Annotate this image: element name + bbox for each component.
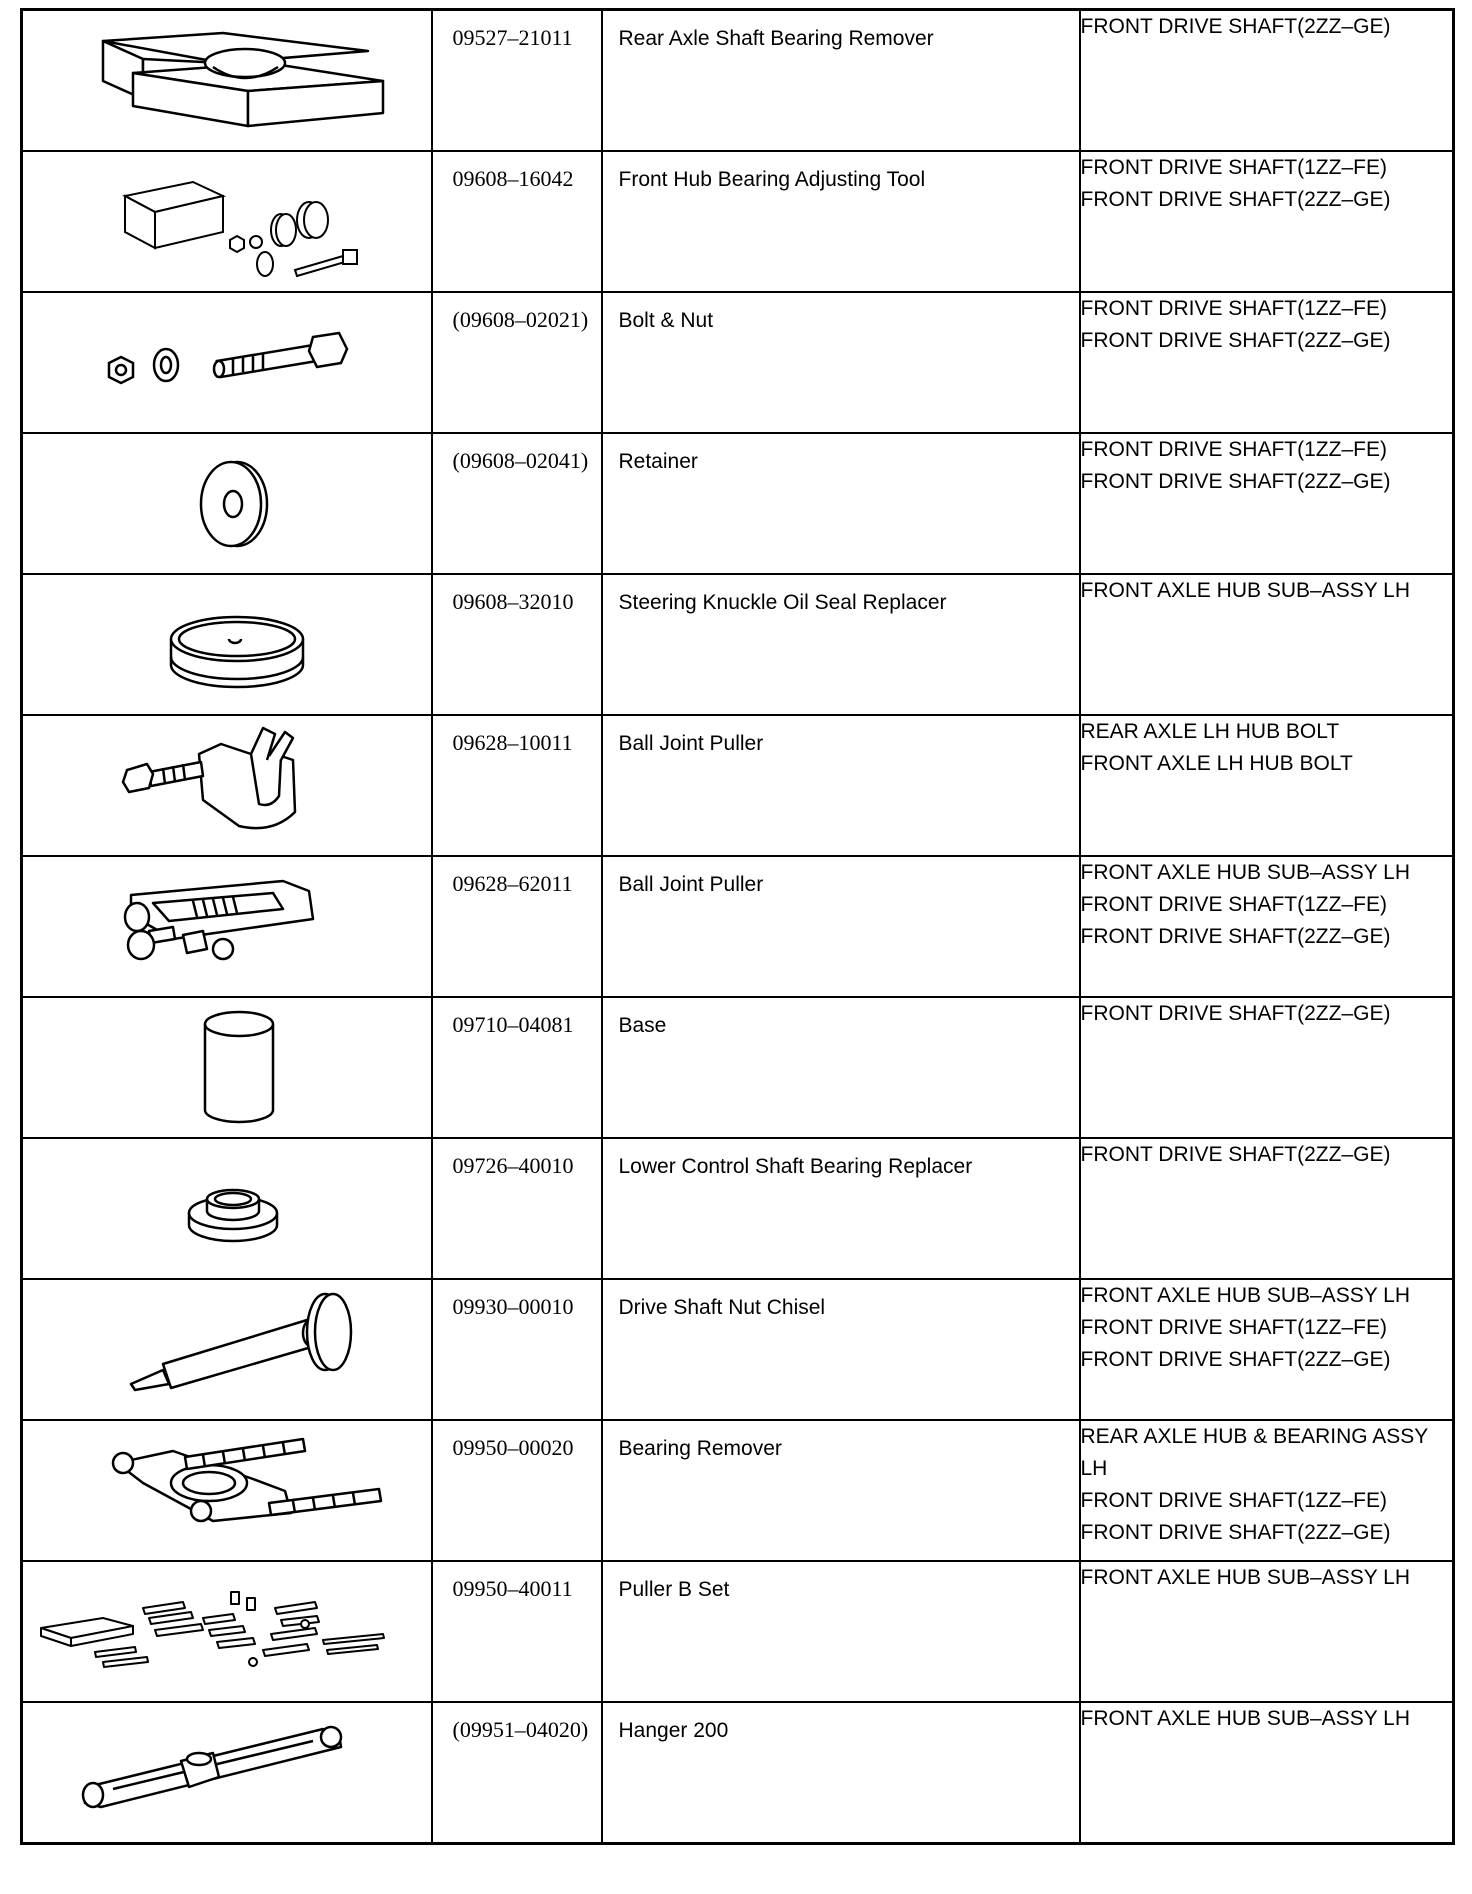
part-number: 09726–40010 [452,1153,574,1178]
tool-name: Retainer [618,450,698,473]
usage-line: FRONT DRIVE SHAFT(1ZZ–FE) [1080,1316,1387,1339]
part-number: 09628–62011 [452,871,573,896]
hub-bearing-adjusting-tool-icon [23,152,429,291]
part-number: 09608–16042 [452,166,574,191]
ball-joint-puller-frame-icon [23,857,429,996]
hanger-bar-icon [23,1703,429,1842]
usage-line: FRONT DRIVE SHAFT(2ZZ–GE) [1080,925,1391,948]
table-row [22,433,1454,574]
part-number: 09950–40011 [452,1576,573,1601]
table-row [22,10,1454,152]
usage-line: FRONT DRIVE SHAFT(2ZZ–GE) [1080,188,1391,211]
part-number: 09608–32010 [452,589,574,614]
nut-chisel-icon [23,1280,429,1419]
bolt-and-nut-icon [23,293,429,432]
tool-name: Ball Joint Puller [618,873,764,896]
table-row [22,856,1454,997]
tool-name: Base [618,1014,667,1037]
tool-name: Bolt & Nut [618,309,714,332]
usage-line: FRONT DRIVE SHAFT(2ZZ–GE) [1080,1143,1391,1166]
table-row [22,1138,1454,1279]
part-number: 09950–00020 [452,1435,574,1460]
usage-line: FRONT AXLE HUB SUB–ASSY LH [1080,579,1411,602]
tool-name: Lower Control Shaft Bearing Replacer [618,1155,973,1178]
bearing-replacer-icon [23,1139,429,1278]
retainer-washer-icon [23,434,429,573]
usage-line: FRONT AXLE HUB SUB–ASSY LH [1080,1284,1411,1307]
table-row [22,574,1454,715]
usage-line: FRONT DRIVE SHAFT(2ZZ–GE) [1080,329,1391,352]
usage-line: FRONT DRIVE SHAFT(2ZZ–GE) [1080,1348,1391,1371]
usage-line: FRONT AXLE LH HUB BOLT [1080,752,1353,775]
table-row [22,715,1454,856]
special-service-tools-table [20,8,1455,1845]
usage-line: REAR AXLE HUB & BEARING ASSY LH [1080,1425,1428,1480]
bearing-separator-icon [23,1421,429,1560]
usage-line: FRONT DRIVE SHAFT(2ZZ–GE) [1080,1002,1391,1025]
part-number: (09608–02021) [452,307,589,332]
oil-seal-replacer-icon [23,575,429,714]
table-row [22,1561,1454,1702]
usage-line: REAR AXLE LH HUB BOLT [1080,720,1340,743]
table-row [22,1702,1454,1844]
usage-line: FRONT DRIVE SHAFT(1ZZ–FE) [1080,1489,1387,1512]
part-number: (09608–02041) [452,448,589,473]
puller-set-icon [23,1562,429,1701]
usage-line: FRONT AXLE HUB SUB–ASSY LH [1080,861,1411,884]
part-number: (09951–04020) [452,1717,589,1742]
usage-line: FRONT DRIVE SHAFT(2ZZ–GE) [1080,15,1391,38]
usage-line: FRONT DRIVE SHAFT(2ZZ–GE) [1080,1521,1391,1544]
usage-line: FRONT AXLE HUB SUB–ASSY LH [1080,1566,1411,1589]
tool-name: Front Hub Bearing Adjusting Tool [618,168,926,191]
table-row [22,292,1454,433]
tool-name: Ball Joint Puller [618,732,764,755]
usage-line: FRONT DRIVE SHAFT(1ZZ–FE) [1080,893,1387,916]
part-number: 09710–04081 [452,1012,574,1037]
cylinder-base-icon [23,998,429,1137]
table-row [22,997,1454,1138]
ball-joint-puller-icon [23,716,429,855]
part-number: 09930–00010 [452,1294,574,1319]
tool-name: Drive Shaft Nut Chisel [618,1296,826,1319]
table-row [22,151,1454,292]
tool-name: Steering Knuckle Oil Seal Replacer [618,591,947,614]
tool-name: Bearing Remover [618,1437,782,1460]
tool-name: Rear Axle Shaft Bearing Remover [618,27,934,50]
tool-name: Puller B Set [618,1578,730,1601]
usage-line: FRONT DRIVE SHAFT(1ZZ–FE) [1080,297,1387,320]
split-plate-bearing-remover-icon [23,11,429,150]
part-number: 09628–10011 [452,730,573,755]
table-row [22,1420,1454,1561]
part-number: 09527–21011 [452,25,573,50]
usage-line: FRONT DRIVE SHAFT(1ZZ–FE) [1080,156,1387,179]
tool-name: Hanger 200 [618,1719,729,1742]
usage-line: FRONT AXLE HUB SUB–ASSY LH [1080,1707,1411,1730]
usage-line: FRONT DRIVE SHAFT(1ZZ–FE) [1080,438,1387,461]
usage-line: FRONT DRIVE SHAFT(2ZZ–GE) [1080,470,1391,493]
table-row [22,1279,1454,1420]
